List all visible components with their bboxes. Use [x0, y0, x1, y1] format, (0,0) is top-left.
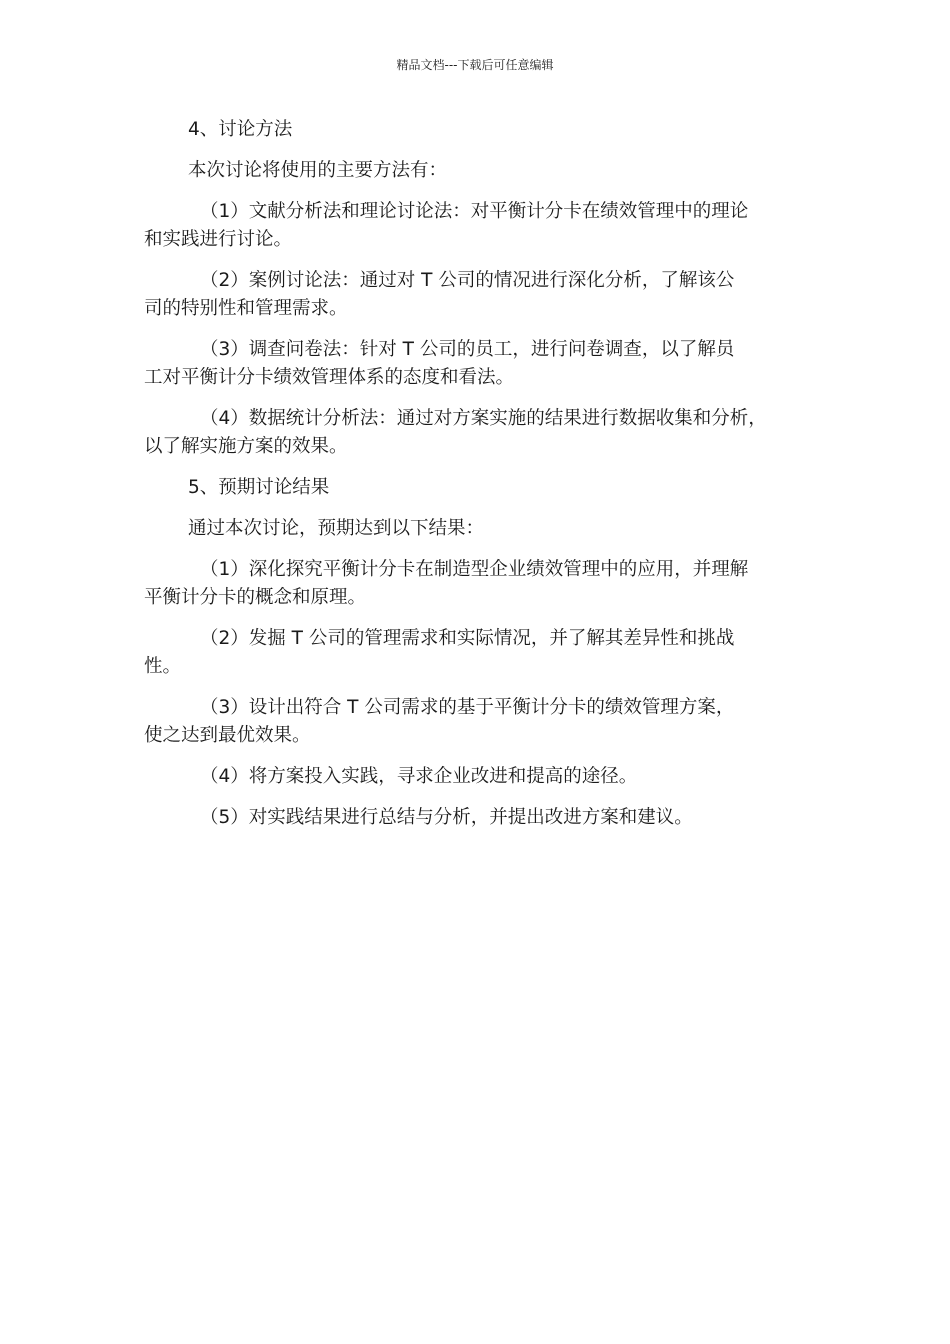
result-item-5: （5）对实践结果进行总结与分析，并提出改进方案和建议。	[200, 807, 693, 828]
paragraph-line: 使之达到最优效果。	[144, 725, 311, 746]
paragraph-line: （2）案例讨论法：通过对 T 公司的情况进行深化分析，了解该公	[200, 270, 735, 291]
paragraph-line: 工对平衡计分卡绩效管理体系的态度和看法。	[144, 367, 515, 388]
result-item-1	[144, 556, 816, 612]
document-body	[144, 116, 816, 845]
paragraph-line: 和实践进行讨论。	[144, 229, 293, 250]
section-4-lead: 本次讨论将使用的主要方法有：	[188, 160, 448, 181]
section-4-heading: 4、讨论方法	[188, 119, 293, 140]
section-5-lead: 通过本次讨论，预期达到以下结果：	[188, 518, 485, 539]
method-item-4	[144, 405, 816, 461]
paragraph-line: 司的特别性和管理需求。	[144, 298, 348, 319]
paragraph-line: （1）文献分析法和理论讨论法：对平衡计分卡在绩效管理中的理论	[200, 201, 749, 222]
section-5-heading: 5、预期讨论结果	[188, 477, 330, 498]
paragraph-line: （3）设计出符合 T 公司需求的基于平衡计分卡的绩效管理方案，	[200, 697, 735, 718]
method-item-2	[144, 267, 816, 323]
method-item-3	[144, 336, 816, 392]
paragraph-line: （4）数据统计分析法：通过对方案实施的结果进行数据收集和分析，	[200, 408, 767, 429]
paragraph-line: （1）深化探究平衡计分卡在制造型企业绩效管理中的应用，并理解	[200, 559, 749, 580]
result-item-4: （4）将方案投入实践，寻求企业改进和提高的途径。	[200, 766, 638, 787]
result-item-3	[144, 694, 816, 750]
paragraph-line: 以了解实施方案的效果。	[144, 436, 348, 457]
paragraph-line: 平衡计分卡的概念和原理。	[144, 587, 367, 608]
result-item-2	[144, 625, 816, 681]
paragraph-line: （2）发掘 T 公司的管理需求和实际情况，并了解其差异性和挑战	[200, 628, 735, 649]
paragraph-line: （3）调查问卷法：针对 T 公司的员工，进行问卷调查，以了解员	[200, 339, 735, 360]
paragraph-line: 性。	[144, 656, 182, 677]
page-header: 精品文档---下载后可任意编辑	[396, 58, 554, 72]
method-item-1	[144, 198, 816, 254]
